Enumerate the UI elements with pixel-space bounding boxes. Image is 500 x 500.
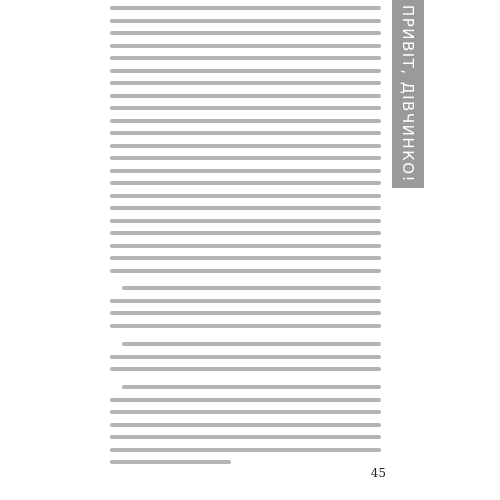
text-line (110, 351, 381, 364)
text-line (110, 140, 381, 153)
text-line (110, 419, 381, 432)
paragraph-block (110, 282, 381, 332)
text-line (110, 431, 381, 444)
chapter-tab (392, 0, 424, 188)
text-line (110, 363, 381, 376)
text-line (110, 90, 381, 103)
text-line (110, 456, 381, 469)
text-line (110, 240, 381, 253)
text-line (110, 265, 381, 278)
text-line (110, 52, 381, 65)
paragraph-block (110, 2, 381, 277)
text-line (110, 444, 381, 457)
paragraph-block (110, 338, 381, 376)
text-line (110, 102, 381, 115)
text-line (110, 127, 381, 140)
text-line (110, 307, 381, 320)
text-line (110, 27, 381, 40)
text-line (110, 320, 381, 333)
text-line (110, 338, 381, 351)
text-line (110, 152, 381, 165)
text-line (110, 77, 381, 90)
text-line (110, 381, 381, 394)
page-number: 45 (370, 466, 386, 480)
paragraph-block (110, 381, 381, 469)
text-line (110, 190, 381, 203)
text-line (110, 165, 381, 178)
text-line (110, 282, 381, 295)
chapter-tab-label: ПРИВІТ, ДІВЧИНКО! (399, 4, 417, 184)
text-line (110, 252, 381, 265)
text-line (110, 115, 381, 128)
text-line (110, 215, 381, 228)
text-line (110, 394, 381, 407)
text-line (110, 295, 381, 308)
text-line (110, 40, 381, 53)
text-line (110, 2, 381, 15)
text-line (110, 227, 381, 240)
text-line (110, 65, 381, 78)
text-line (110, 202, 381, 215)
text-line (110, 177, 381, 190)
text-line (110, 15, 381, 28)
text-line (110, 406, 381, 419)
